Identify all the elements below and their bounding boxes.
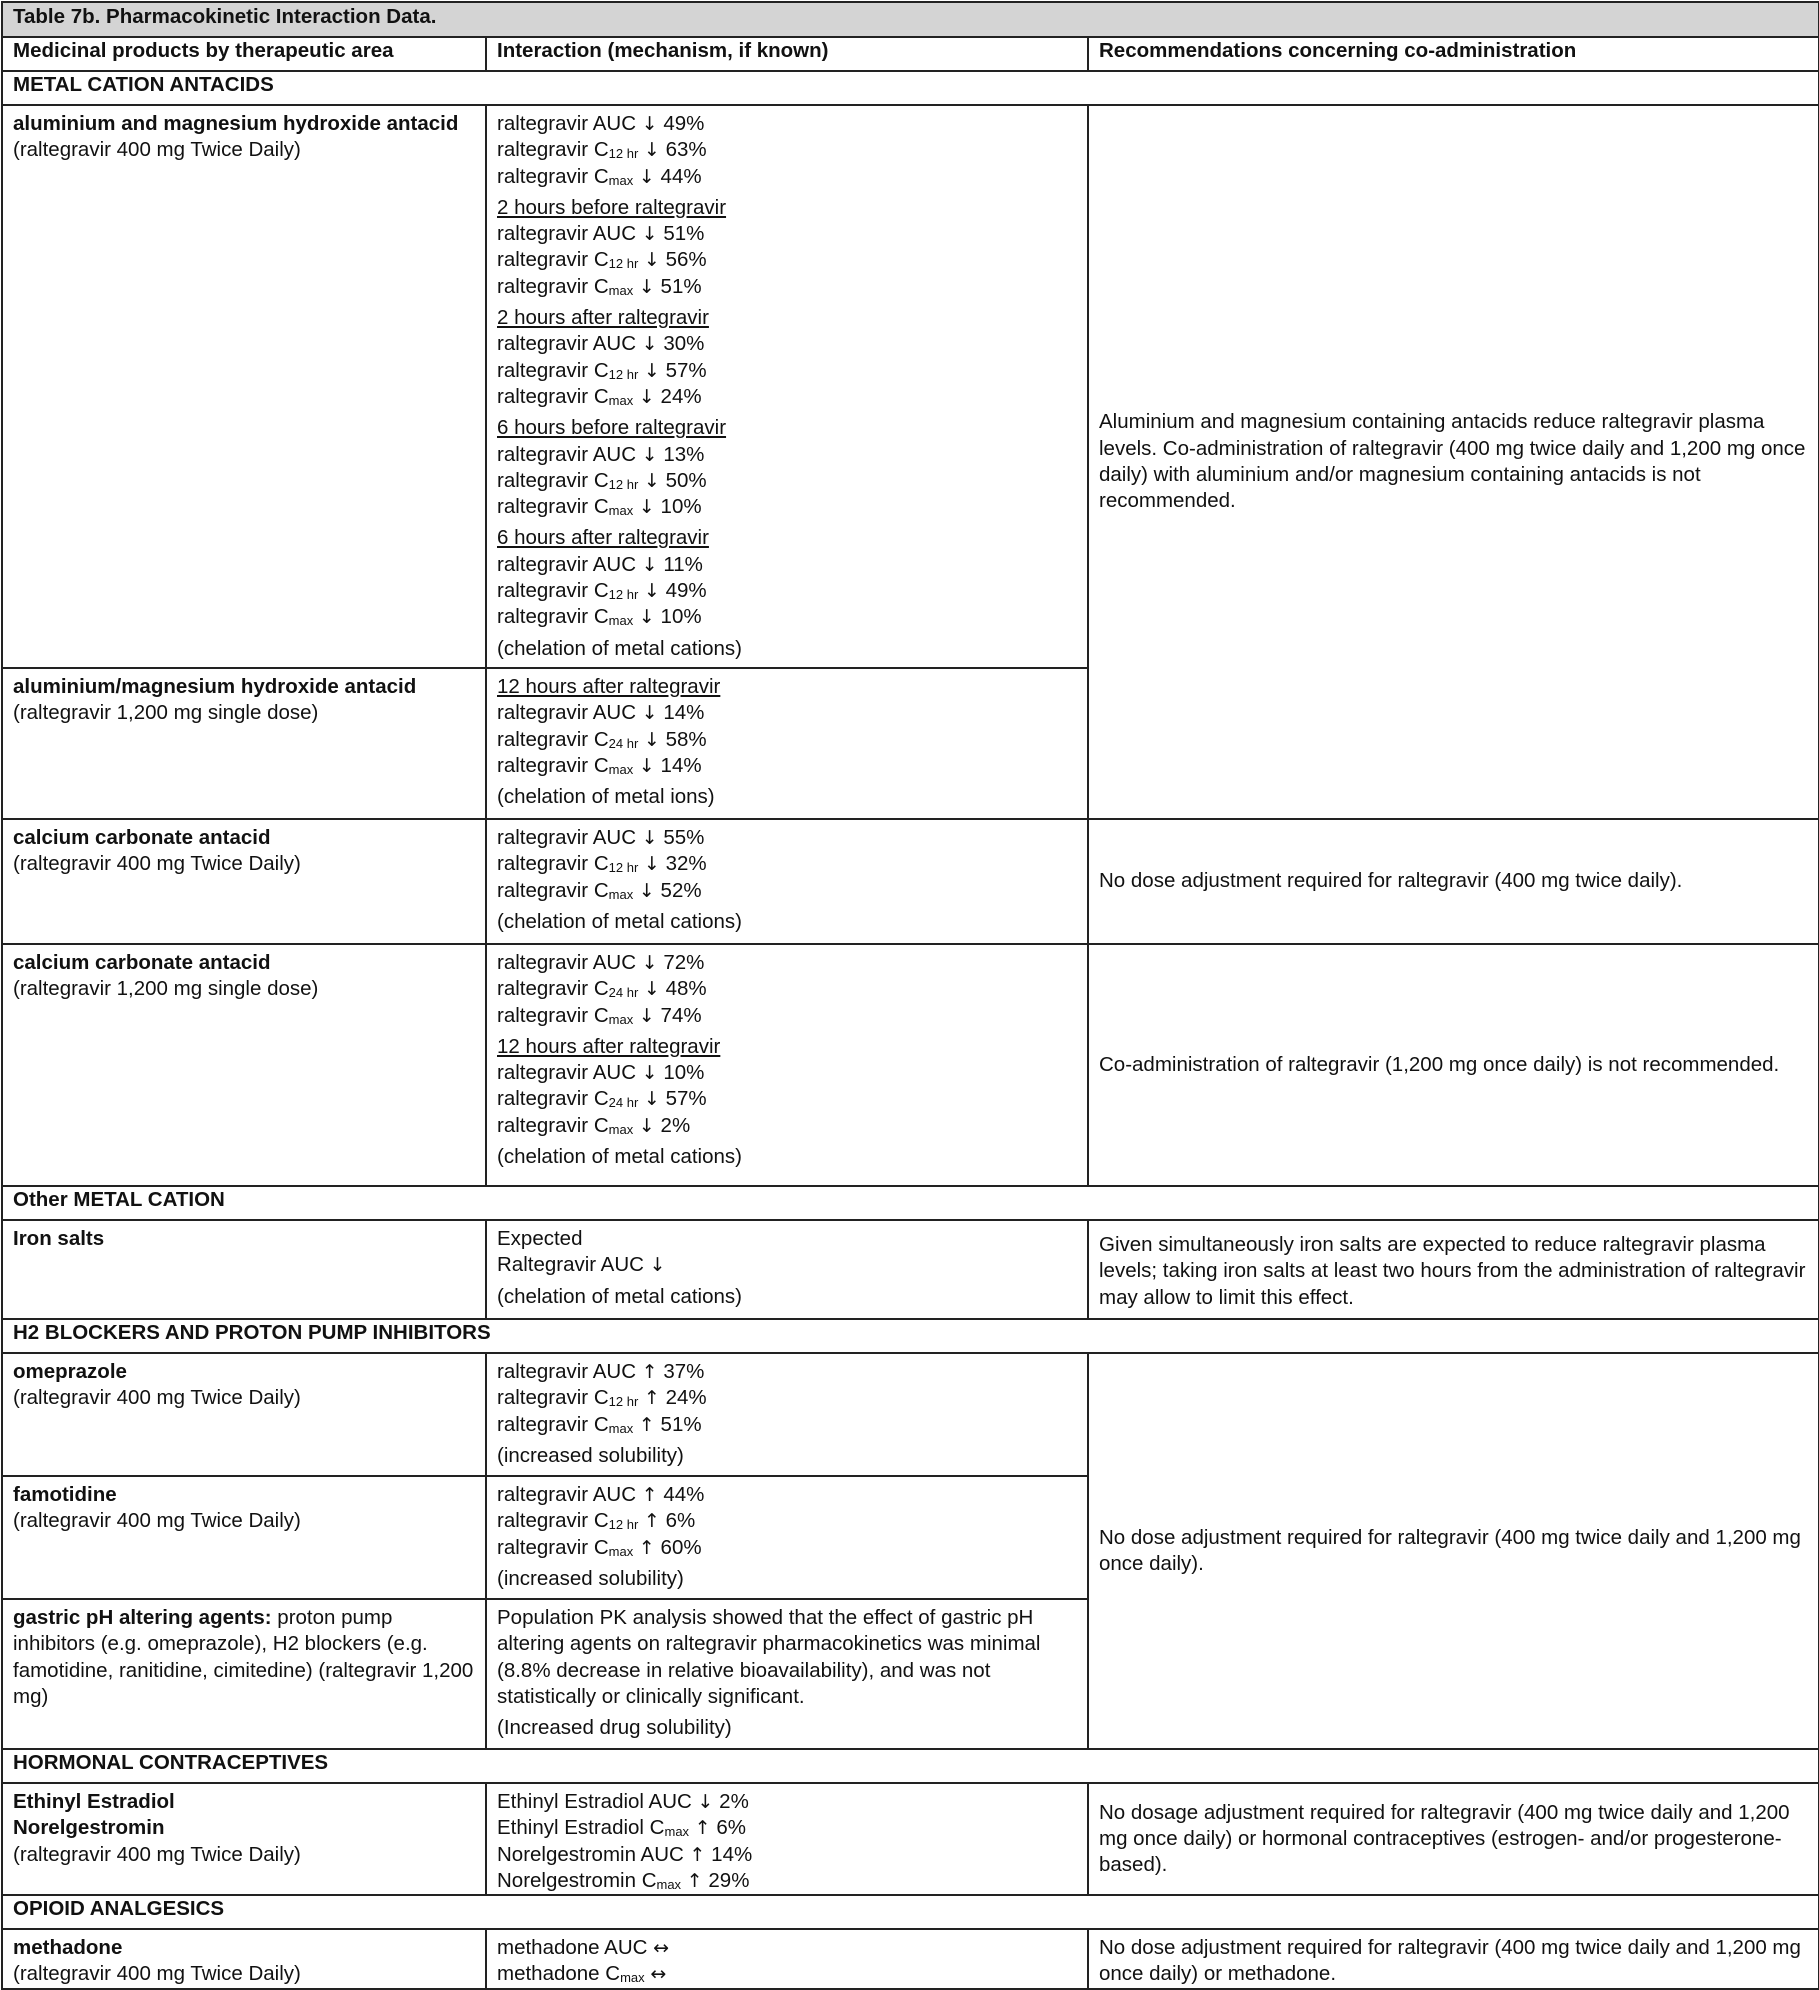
- pk-group: raltegravir AUC ↑ 44% raltegravir $C_{12 hr}$ ↑ 6% raltegravir $C_{max}$ ↑ 60%: [497, 1483, 705, 1559]
- recommendation-cell: [1088, 1929, 1819, 1989]
- interaction-text: Population PK analysis showed that the effect of gastric pH altering agents on raltegravir pharmacokinetics was minimal (8.8% decrease in relative bioavailability), and was not statistically or clinically significant.: [497, 1606, 1041, 1708]
- drug-cell: [2, 668, 486, 819]
- drug-name: Iron salts: [13, 1227, 105, 1250]
- drug-name: Norelgestromin: [13, 1816, 165, 1840]
- recommendation-cell: [1088, 944, 1819, 1186]
- pk-group: methadone AUC ↔ methadone $C_{max}$ ↔: [497, 1936, 670, 1986]
- drug-cell: [2, 1599, 486, 1749]
- mechanism: (chelation of metal cations): [497, 1145, 742, 1169]
- pk-group: 6 hours after raltegravir raltegravir AUC ↓ 11% raltegravir $C_{12 hr}$ ↓ 49% raltegravir $C_{max}$ ↓ 10%: [497, 525, 1077, 630]
- drug-name: methadone: [13, 1936, 123, 1960]
- pk-group: Ethinyl Estradiol AUC ↓ 2% Ethinyl Estradiol $C_{max}$ ↑ 6% Norelgestromin AUC ↑ 14% Norelgestromin $C_{max}$ ↑ 29%: [497, 1790, 753, 1892]
- interaction-cell: [486, 819, 1088, 944]
- table-row: [2, 1783, 1819, 1895]
- pk-interaction-table: [1, 1, 1819, 1990]
- recommendation-cell: [1088, 1353, 1819, 1749]
- timing-label: 6 hours after raltegravir: [497, 526, 709, 550]
- recommendation-text: Aluminium and magnesium containing antacids reduce raltegravir plasma levels. Co-administration of raltegravir (400 mg twice daily and 1,200 mg once daily) with aluminium and/or magnesium containing antacids is not recommended.: [1099, 410, 1806, 513]
- timing-label: 6 hours before raltegravir: [497, 416, 727, 440]
- table-row: [2, 1220, 1819, 1319]
- drug-name: aluminium and magnesium hydroxide antacid: [13, 112, 459, 135]
- table-row: [2, 944, 1819, 1186]
- interaction-cell: [486, 1220, 1088, 1319]
- table-row: [2, 105, 1819, 668]
- section-row: [2, 1749, 1819, 1783]
- drug-cell: [2, 1929, 486, 1989]
- section-hormonal-contraceptives: HORMONAL CONTRACEPTIVES: [2, 1749, 1819, 1783]
- section-row: [2, 71, 1819, 105]
- section-metal-cation-antacids: METAL CATION ANTACIDS: [2, 71, 1819, 105]
- drug-name: aluminium/magnesium hydroxide antacid: [13, 675, 417, 698]
- mechanism: (increased solubility): [497, 1566, 684, 1590]
- pk-group: raltegravir AUC ↓ 49% raltegravir $C_{12 hr}$ ↓ 63% raltegravir $C_{max}$ ↓ 44%: [497, 112, 707, 188]
- drug-name: calcium carbonate antacid: [13, 951, 271, 974]
- drug-cell: [2, 1353, 486, 1476]
- timing-label: 2 hours after raltegravir: [497, 306, 709, 330]
- drug-cell: [2, 819, 486, 944]
- drug-dose: (raltegravir 400 mg Twice Daily): [13, 1842, 301, 1866]
- table-caption: Table 7b. Pharmacokinetic Interaction Data.: [2, 2, 1819, 37]
- drug-dose: (raltegravir 400 mg Twice Daily): [13, 1386, 301, 1410]
- recommendation-cell: [1088, 819, 1819, 944]
- interaction-cell: [486, 105, 1088, 668]
- table-row: [2, 1353, 1819, 1476]
- recommendation-cell: [1088, 1220, 1819, 1319]
- mechanism: (chelation of metal cations): [497, 909, 742, 933]
- recommendation-cell: [1088, 105, 1819, 819]
- section-row: [2, 1319, 1819, 1353]
- mechanism: (chelation of metal cations): [497, 1284, 742, 1308]
- pk-group: raltegravir AUC ↑ 37% raltegravir $C_{12 hr}$ ↑ 24% raltegravir $C_{max}$ ↑ 51%: [497, 1360, 707, 1436]
- timing-label: 12 hours after raltegravir: [497, 675, 721, 698]
- recommendation-text: Co-administration of raltegravir (1,200 mg once daily) is not recommended.: [1099, 1052, 1780, 1076]
- recommendation-text: No dose adjustment required for raltegravir (400 mg twice daily and 1,200 mg once daily).: [1099, 1525, 1801, 1575]
- pk-group: raltegravir AUC ↓ 55% raltegravir $C_{12 hr}$ ↓ 32% raltegravir $C_{max}$ ↓ 52%: [497, 826, 707, 902]
- drug-dose: (raltegravir 400 mg Twice Daily): [13, 1509, 301, 1533]
- drug-cell: [2, 1220, 486, 1319]
- pk-group: 2 hours after raltegravir raltegravir AUC ↓ 30% raltegravir $C_{12 hr}$ ↓ 57% raltegravir $C_{max}$ ↓ 24%: [497, 305, 1077, 410]
- recommendation-text: No dose adjustment required for raltegravir (400 mg twice daily and 1,200 mg once daily) or methadone.: [1099, 1936, 1801, 1986]
- interaction-cell: [486, 1599, 1088, 1749]
- drug-cell: [2, 1783, 486, 1895]
- drug-dose: (raltegravir 1,200 mg single dose): [13, 977, 319, 1001]
- table-row: [2, 1929, 1819, 1989]
- recommendation-text: Given simultaneously iron salts are expected to reduce raltegravir plasma levels; taking iron salts at least two hours from the administration of raltegravir may allow to limit this effect.: [1099, 1233, 1806, 1309]
- table-row: [2, 819, 1819, 944]
- drug-cell: [2, 105, 486, 668]
- interaction-cell: [486, 1783, 1088, 1895]
- pk-group: raltegravir AUC ↓ 72% raltegravir $C_{24 hr}$ ↓ 48% raltegravir $C_{max}$ ↓ 74%: [497, 951, 707, 1027]
- header-recommendations: Recommendations concerning co-administration: [1088, 37, 1819, 71]
- interaction-cell: [486, 1476, 1088, 1599]
- pk-group: 6 hours before raltegravir raltegravir AUC ↓ 13% raltegravir $C_{12 hr}$ ↓ 50% raltegravir $C_{max}$ ↓ 10%: [497, 415, 1077, 520]
- drug-name: Ethinyl Estradiol: [13, 1790, 175, 1813]
- section-other-metal-cation: Other METAL CATION: [2, 1186, 1819, 1220]
- header-medicinal-products: Medicinal products by therapeutic area: [2, 37, 486, 71]
- interaction-cell: [486, 1929, 1088, 1989]
- timing-label: 12 hours after raltegravir: [497, 1034, 721, 1058]
- table-caption-row: [2, 2, 1819, 37]
- recommendation-text: No dose adjustment required for raltegravir (400 mg twice daily).: [1099, 869, 1683, 893]
- interaction-cell: [486, 944, 1088, 1186]
- drug-cell: [2, 944, 486, 1186]
- recommendation-text: No dosage adjustment required for raltegravir (400 mg twice daily and 1,200 mg once daily) or hormonal contraceptives (estrogen- and/or progesterone-based).: [1099, 1800, 1790, 1877]
- interaction-cell: [486, 668, 1088, 819]
- mechanism: (chelation of metal cations): [497, 636, 742, 660]
- drug-name: calcium carbonate antacid: [13, 826, 271, 849]
- section-h2-blockers: H2 BLOCKERS AND PROTON PUMP INHIBITORS: [2, 1319, 1819, 1353]
- timing-label: 2 hours before raltegravir: [497, 195, 727, 219]
- pk-group: 2 hours before raltegravir raltegravir AUC ↓ 51% raltegravir $C_{12 hr}$ ↓ 56% raltegravir $C_{max}$ ↓ 51%: [497, 195, 1077, 300]
- mechanism: (increased solubility): [497, 1443, 684, 1467]
- table-header-row: [2, 37, 1819, 71]
- drug-name: omeprazole: [13, 1360, 127, 1383]
- drug-description: proton pump inhibitors (e.g. omeprazole), H2 blockers (e.g. famotidine, ranitidine, cimitedine) (raltegravir 1,200 mg): [13, 1606, 474, 1708]
- drug-dose: (raltegravir 400 mg Twice Daily): [13, 1962, 301, 1986]
- drug-cell: [2, 1476, 486, 1599]
- section-row: [2, 1895, 1819, 1929]
- drug-name: famotidine: [13, 1483, 117, 1506]
- header-interaction: Interaction (mechanism, if known): [486, 37, 1088, 71]
- section-opioid-analgesics: OPIOID ANALGESICS: [2, 1895, 1819, 1929]
- drug-dose: (raltegravir 400 mg Twice Daily): [13, 138, 301, 162]
- pk-group: Expected Raltegravir AUC ↓: [497, 1227, 666, 1277]
- mechanism: (chelation of metal ions): [497, 785, 715, 809]
- section-row: [2, 1186, 1819, 1220]
- pk-group: 12 hours after raltegravir raltegravir AUC ↓ 14% raltegravir $C_{24 hr}$ ↓ 58% raltegravir $C_{max}$ ↓ 14%: [497, 674, 1077, 779]
- drug-dose: (raltegravir 400 mg Twice Daily): [13, 852, 301, 876]
- drug-name: gastric pH altering agents:: [13, 1606, 272, 1629]
- pk-group: 12 hours after raltegravir raltegravir AUC ↓ 10% raltegravir $C_{24 hr}$ ↓ 57% raltegravir $C_{max}$ ↓ 2%: [497, 1034, 1077, 1139]
- interaction-cell: [486, 1353, 1088, 1476]
- mechanism: (Increased drug solubility): [497, 1716, 732, 1740]
- recommendation-cell: [1088, 1783, 1819, 1895]
- drug-dose: (raltegravir 1,200 mg single dose): [13, 701, 319, 725]
